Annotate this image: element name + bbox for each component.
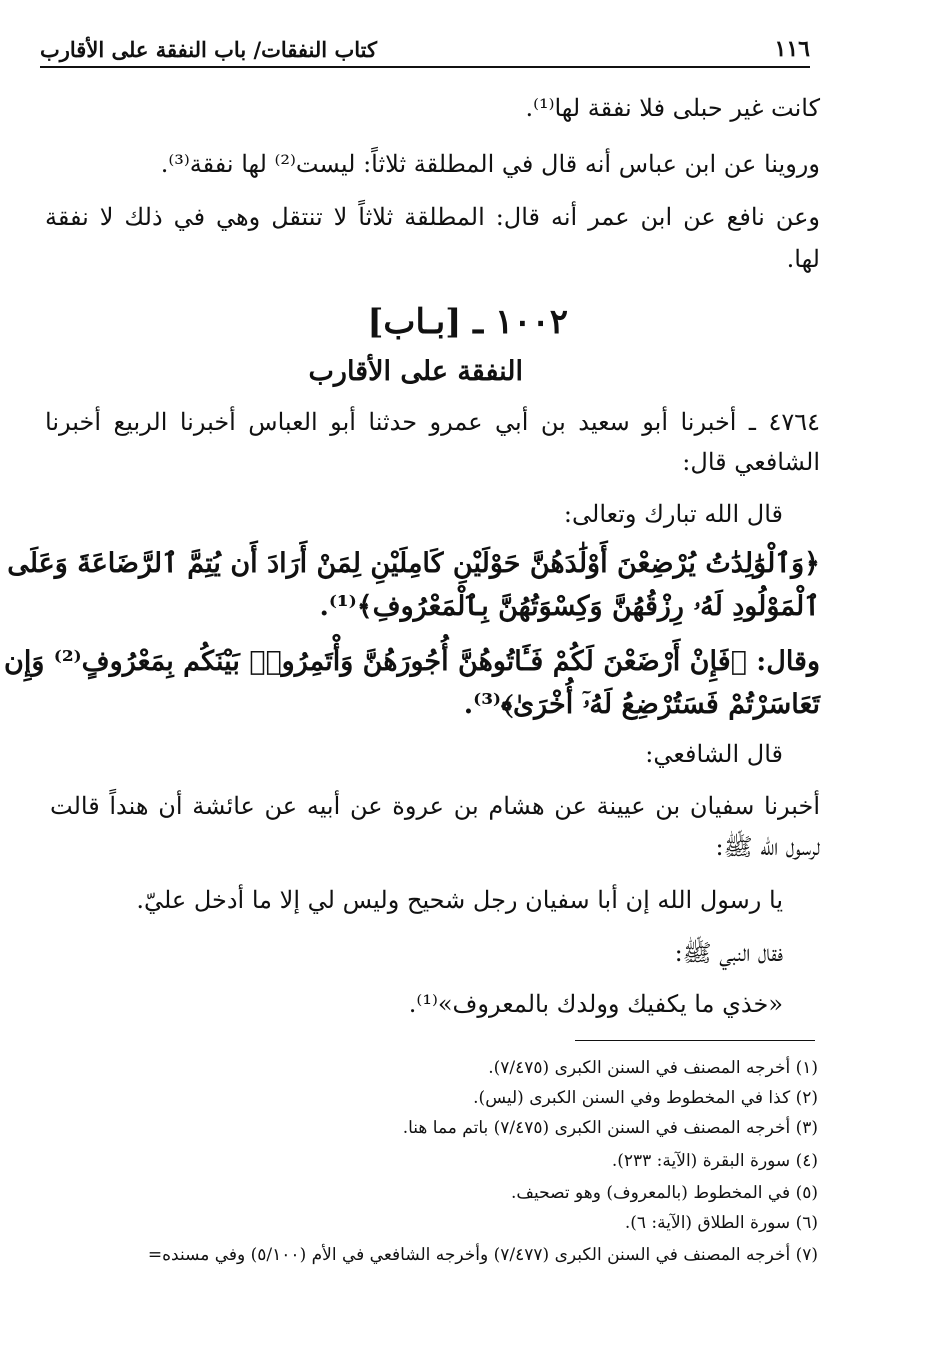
- footnote: (٣) أخرجه المصنف في السنن الكبرى (٧/٤٧٥) باتم مما هنا.: [402, 1118, 818, 1138]
- footnote: (٢) كذا في المخطوط وفي السنن الكبرى (ليس).: [473, 1088, 818, 1108]
- hadith-line: قال الشافعي:: [645, 740, 783, 768]
- quran-verse: ٱلْمَوْلُودِ لَهُۥ رِزْقُهُنَّ وَكِسْوَتُهُنَّ بِٱلْمَعْرُوفِ﴾⁽¹⁾.: [319, 591, 820, 622]
- footnote-separator: [575, 1040, 815, 1041]
- footnote: (٤) سورة البقرة (الآية: ٢٣٣).: [611, 1151, 818, 1171]
- footnote: (١) أخرجه المصنف في السنن الكبرى (٧/٤٧٥).: [488, 1058, 818, 1078]
- body-line: وعن نافع عن ابن عمر أنه قال: المطلقة ثلاثاً لا تنتقل وهي في ذلك لا نفقة: [45, 203, 820, 231]
- footnote: (٦) سورة الطلاق (الآية: ٦).: [624, 1213, 818, 1233]
- running-title: كتاب النفقات/ باب النفقة على الأقارب: [40, 37, 377, 62]
- hadith-line: ٤٧٦٤ ـ أخبرنا أبو سعيد بن أبي عمرو حدثنا أبو العباس أخبرنا الربيع أخبرنا: [45, 408, 820, 436]
- footnote: (٥) في المخطوط (بالمعروف) وهو تصحيف.: [510, 1183, 818, 1203]
- quran-verse: تَعَاسَرْتُمْ فَسَتُرْضِعُ لَهُۥٓ أُخْرَىٰ﴾⁽³⁾.: [463, 689, 820, 720]
- body-line: لها.: [786, 245, 820, 273]
- hadith-line: الشافعي قال:: [682, 448, 820, 476]
- hadith-line: فقال النبي ﷺ:: [674, 939, 783, 967]
- body-line: كانت غير حبلى فلا نفقة لها⁽¹⁾.: [525, 94, 820, 122]
- hadith-line: أخبرنا سفيان بن عيينة عن هشام بن عروة عن أبيه عن عائشة أن هنداً قالت: [50, 792, 820, 820]
- hadith-line: «خذي ما يكفيك وولدك بالمعروف»⁽¹⁾.: [408, 990, 783, 1018]
- quran-verse: ﴿وَٱلْوَٰلِدَٰتُ يُرْضِعْنَ أَوْلَٰدَهُنَّ حَوْلَيْنِ كَامِلَيْنِ لِمَنْ أَرَادَ أَن يُتِمَّ ٱلرَّضَاعَةَ وَعَلَى: [7, 548, 820, 579]
- page-number: ١١٦: [774, 36, 810, 62]
- hadith-line: قال الله تبارك وتعالى:: [563, 500, 783, 528]
- quran-verse: وقال: ﴿فَإِنْ أَرْضَعْنَ لَكُمْ فَـَٔاتُوهُنَّ أُجُورَهُنَّ وَأْتَمِرُوا۟ بَيْنَكُم بِمَعْرُوفٍ⁽²⁾ وَإِن: [4, 646, 820, 677]
- body-line: وروينا عن ابن عباس أنه قال في المطلقة ثلاثاً: ليست⁽²⁾ لها نفقة⁽³⁾.: [160, 150, 820, 178]
- footnote: (٧) أخرجه المصنف في السنن الكبرى (٧/٤٧٧) وأخرجه الشافعي في الأم (٥/١٠٠) وفي مسنده=: [147, 1245, 818, 1265]
- chapter-title: ١٠٠٢ ـ [بـاب]: [367, 302, 568, 342]
- hadith-line: لرسول الله ﷺ:: [715, 833, 820, 861]
- page-header: [40, 26, 810, 68]
- chapter-subtitle: النفقة على الأقارب: [308, 356, 523, 387]
- hadith-line: يا رسول الله إن أبا سفيان رجل شحيح وليس لي إلا ما أدخل عليّ.: [136, 886, 783, 914]
